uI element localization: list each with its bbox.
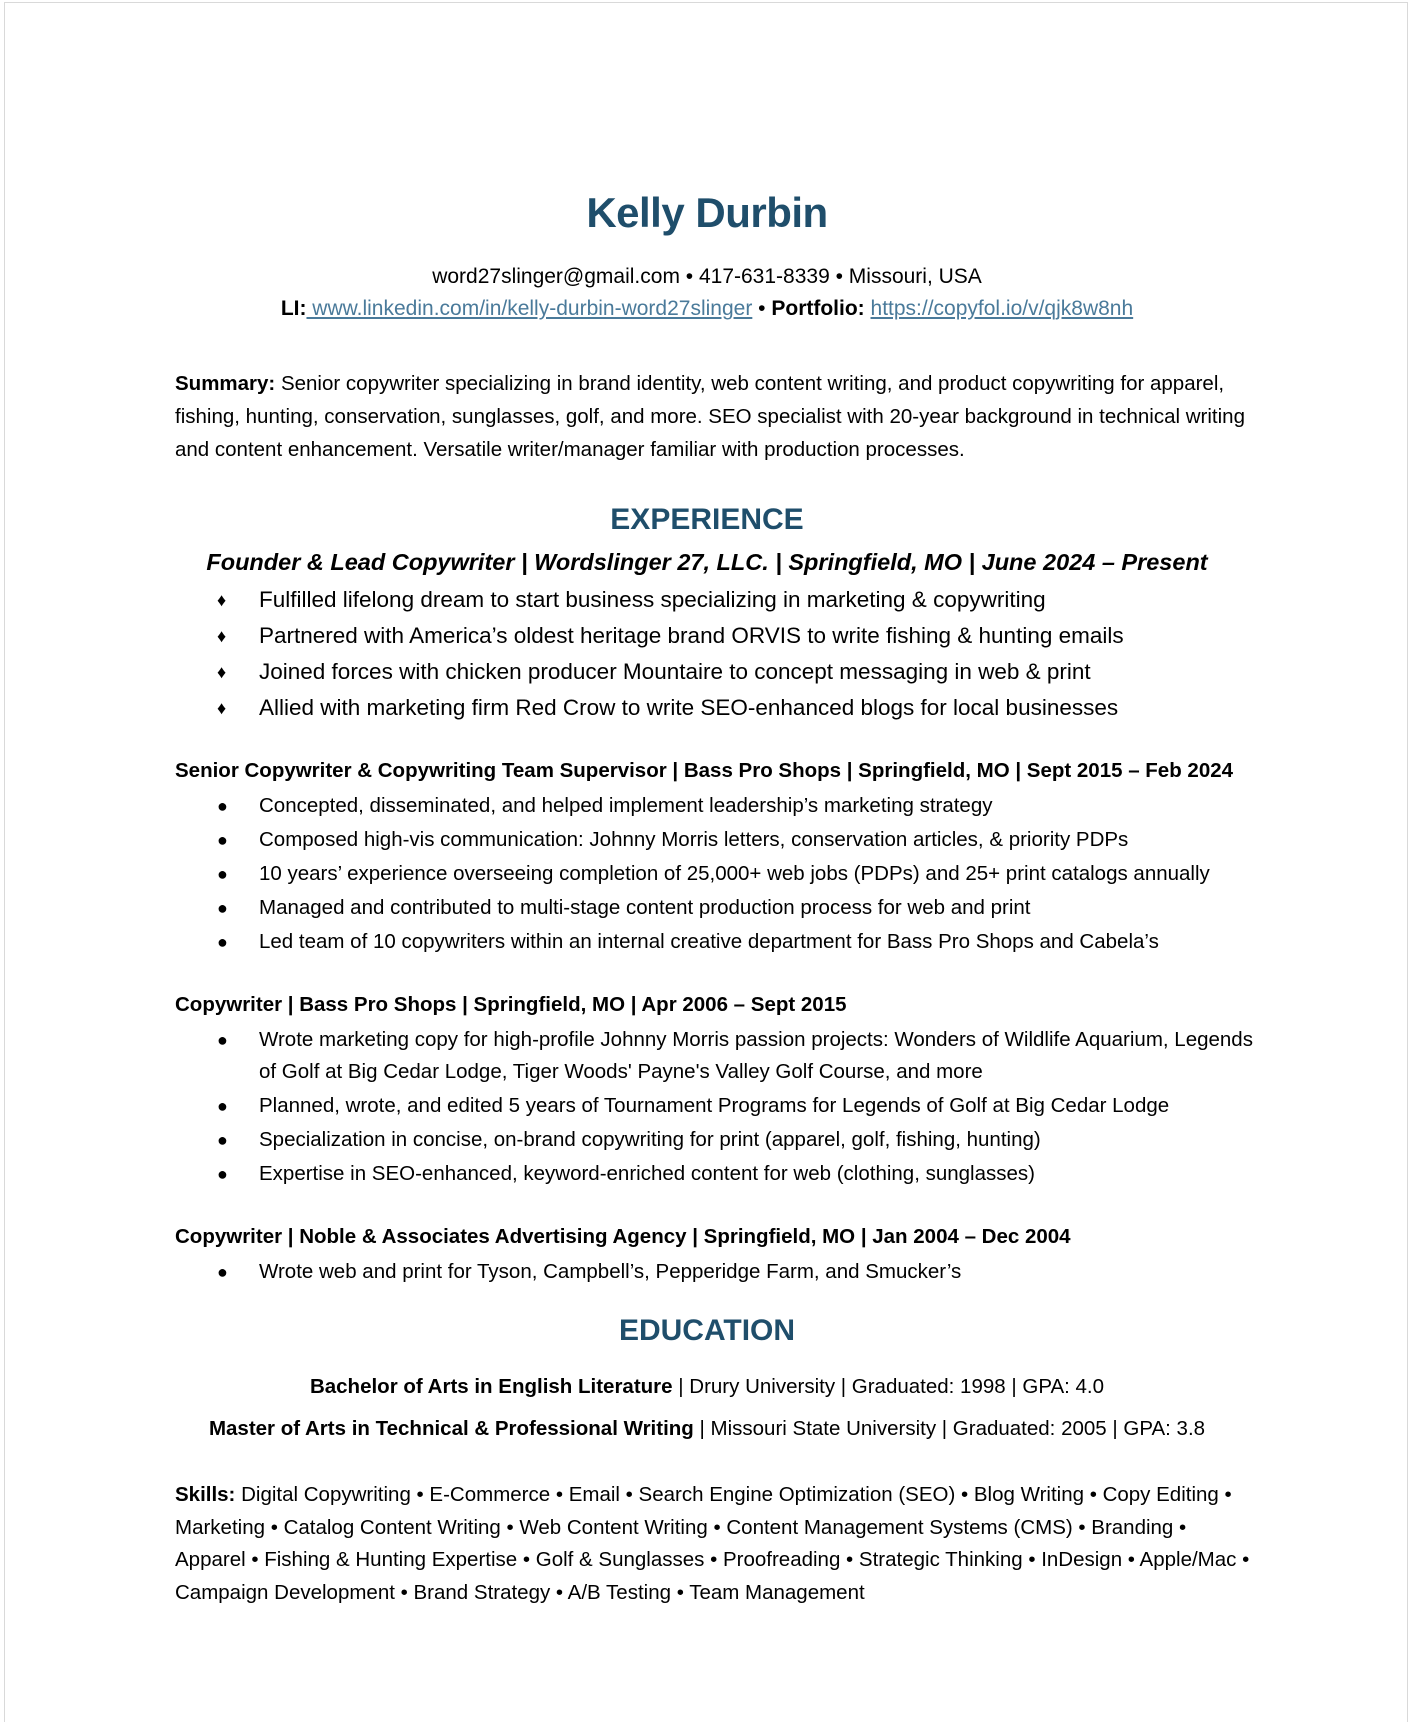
job-bullet-list [175,582,1255,726]
skills-label: Skills: [175,1483,236,1506]
diamond-bullet-icon: ♦ [217,626,227,646]
diamond-bullet-icon: ♦ [217,698,227,718]
candidate-name: Kelly Durbin [586,189,828,236]
bullet-dot-icon: ● [217,864,228,884]
skills-text: Digital Copywriting • E-Commerce • Email • Search Engine Optimization (SEO) • Blog Writing • Copy Editing • Marketing • Catalog Content Writing • Web Content Writing • Content Management Systems (CMS) • Branding • Apparel • Fishing & Hunting Expertise • Golf & Sunglasses • Proofreading • Strategic Thinking • InDesign • Apple/Mac • Campaign Development • Brand Strategy • A/B Testing • Team Management [175,1483,1250,1604]
list-item: ♦ Joined forces with chicken producer Mountaire to concept messaging in web & print [175,654,1255,690]
job-heading: Copywriter | Noble & Associates Advertising Agency | Springfield, MO | Jan 2004 – Dec 2004 [175,1225,1071,1248]
education-entry [175,1417,1239,1441]
degree-name: Bachelor of Arts in English Literature [309,1375,673,1398]
portfolio-label: Portfolio: [771,297,865,320]
job-heading: Founder & Lead Copywriter | Wordslinger 27, LLC. | Springfield, MO | June 2024 – Present [206,549,1208,575]
links-line [175,297,1239,321]
bullet-dot-icon: ● [217,796,228,816]
bullet-dot-icon: ● [217,932,228,952]
diamond-bullet-icon: ♦ [217,590,227,610]
job-heading: Senior Copywriter & Copywriting Team Supervisor | Bass Pro Shops | Springfield, MO | Sept 2015 – Feb 2024 [175,759,1234,782]
summary-text: Senior copywriter specializing in brand identity, web content writing, and product copywriting for apparel, fishing, hunting, conservation, sunglasses, golf, and more. SEO specialist with 20-year background in technical writing and content enhancement. Versatile writer/manager familiar with production processes. [175,372,1245,461]
diamond-bullet-icon: ♦ [217,662,227,682]
list-item: ● Specialization in concise, on-brand copywriting for print (apparel, golf, fishing, hunting) [175,1124,1255,1156]
location: Missouri, USA [848,265,982,288]
list-item: ● Wrote marketing copy for high-profile Johnny Morris passion projects: Wonders of Wildlife Aquarium, Legends of Golf at Big Cedar Lodge, Tiger Woods' Payne's Valley Golf Course, and more [175,1024,1255,1088]
email[interactable]: word27slinger@gmail.com [432,265,680,288]
job-bullet-list [175,1024,1255,1192]
education-entry [175,1375,1239,1399]
list-item: ● 10 years’ experience overseeing completion of 25,000+ web jobs (PDPs) and 25+ print catalogs annually [175,858,1255,890]
job-bullet-list [175,1256,1255,1290]
list-item: ● Expertise in SEO-enhanced, keyword-enriched content for web (clothing, sunglasses) [175,1158,1255,1190]
list-item: ♦ Fulfilled lifelong dream to start business specializing in marketing & copywriting [175,582,1255,618]
experience-heading: EXPERIENCE [610,503,804,536]
bullet-dot-icon: ● [217,898,228,918]
education-heading: EDUCATION [618,1314,796,1347]
list-item: ♦ Allied with marketing firm Red Crow to write SEO-enhanced blogs for local businesses [175,690,1255,726]
bullet-dot-icon: ● [217,1030,228,1050]
list-item: ● Led team of 10 copywriters within an internal creative department for Bass Pro Shops and Cabela’s [175,926,1255,958]
phone: 417-631-8339 [698,265,830,288]
separator: • [829,265,849,288]
bullet-dot-icon: ● [217,1130,228,1150]
degree-name: Master of Arts in Technical & Professional Writing [208,1417,694,1440]
list-item: ● Planned, wrote, and edited 5 years of Tournament Programs for Legends of Golf at Big Cedar Lodge [175,1090,1255,1122]
list-item: ● Composed high-vis communication: Johnny Morris letters, conservation articles, & priority PDPs [175,824,1255,856]
list-item: ♦ Partnered with America’s oldest heritage brand ORVIS to write fishing & hunting emails [175,618,1255,654]
bullet-dot-icon: ● [217,830,228,850]
bullet-dot-icon: ● [217,1096,228,1116]
job-bullet-list [175,790,1255,960]
separator: • [752,297,772,320]
resume-page [4,2,1408,1722]
bullet-dot-icon: ● [217,1262,228,1282]
portfolio-link[interactable]: https://copyfol.io/v/qjk8w8nh [870,297,1134,320]
skills-paragraph [175,1479,1250,1609]
summary-paragraph [175,367,1245,466]
list-item: ● Wrote web and print for Tyson, Campbell’s, Pepperidge Farm, and Smucker’s [175,1256,1255,1288]
degree-details: | Missouri State University | Graduated: 2005 | GPA: 3.8 [693,1417,1206,1440]
linkedin-link[interactable]: www.linkedin.com/in/kelly-durbin-word27slinger [306,297,753,320]
list-item: ● Managed and contributed to multi-stage content production process for web and print [175,892,1255,924]
degree-details: | Drury University | Graduated: 1998 | GPA: 4.0 [672,1375,1105,1398]
contact-line [175,265,1239,289]
linkedin-label: LI: [280,297,307,320]
job-heading: Copywriter | Bass Pro Shops | Springfield, MO | Apr 2006 – Sept 2015 [175,993,847,1016]
list-item: ● Concepted, disseminated, and helped implement leadership’s marketing strategy [175,790,1255,822]
summary-label: Summary: [175,372,276,395]
bullet-dot-icon: ● [217,1164,228,1184]
separator: • [679,265,699,288]
